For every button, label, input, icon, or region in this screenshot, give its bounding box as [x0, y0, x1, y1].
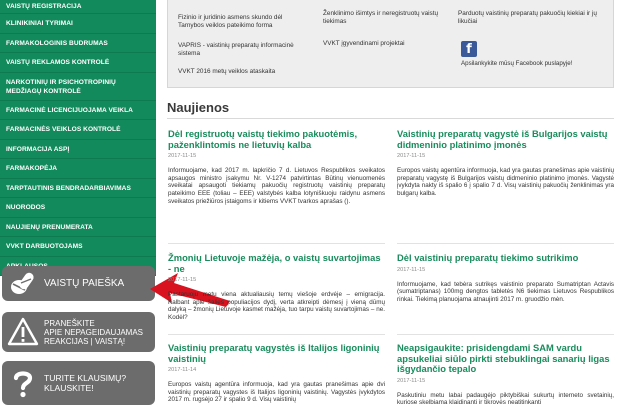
- news-item-text: Paskutiniu metu labai padaugėjo piktybiškai sukurtų interneto svetainių, kuriose skelbiama klaidinanti ir tikrovės neatitinkanti: [397, 391, 614, 407]
- sidebar-item-pharmacopoeia[interactable]: FARMAKOPĖJA: [0, 159, 156, 179]
- facebook-promo[interactable]: [461, 41, 611, 67]
- news-separator: [168, 334, 385, 335]
- news-item-date: 2017-11-14: [168, 367, 197, 374]
- sidebar-item-registration[interactable]: VAISTŲ REGISTRACIJA: [0, 0, 156, 14]
- sidebar-item-advertising-control[interactable]: VAISTŲ REKLAMOS KONTROLĖ: [0, 53, 156, 73]
- sold-packages-link[interactable]: Parduotų vaistinių preparatų pakuočių kiekiai ir jų likučiai: [458, 10, 597, 25]
- news-separator: [397, 334, 614, 335]
- news-divider: [167, 118, 614, 119]
- news-item-title[interactable]: Vaistinių preparatų vagystės iš Italijos ligoninių vaistinių: [168, 342, 380, 364]
- sidebar-item-narcotics-control[interactable]: NARKOTINIŲ IR PSICHOTROPINIŲ MEDŽIAGŲ KONTROLĖ: [0, 73, 156, 101]
- news-item: [168, 129, 385, 205]
- sidebar-item-links[interactable]: NUORODOS: [0, 198, 156, 218]
- news-separator: [168, 243, 385, 244]
- news-item: [168, 253, 385, 322]
- annual-report-link[interactable]: VVKT 2016 metų veiklos ataskaita: [178, 68, 276, 75]
- question-mark-icon: [7, 367, 39, 399]
- facebook-link-text: Apsilankykite mūsų Facebook puslapyje!: [461, 60, 573, 67]
- news-item-text: Pastaruoju metu viena aktualiausių temų viešoje erdvėje – emigracija. Kalbant apie šalies populiacijos dydį, verta atkreipti dėmesį į vieną dūmų dalyką – žmonių Lietuvoje kasmet mažėja, tuo tarpu vaistų suvartojimas – ne. Kodėl?: [168, 291, 385, 321]
- news-item: [397, 253, 614, 303]
- sidebar-item-staff[interactable]: VVKT DARBUOTOJAMS: [0, 237, 156, 257]
- ask-question-label: TURITE KLAUSIMŲ? KLAUSKITE!: [44, 373, 127, 393]
- news-item-title[interactable]: Dėl registruotų vaistų tiekimo pakuotėmis, paženklintomis ne lietuvių kalba: [168, 128, 358, 150]
- news-item-text: Informuojame, kad tebėra sutrikęs vaistinio preparato Sumatriptan Actavis (sumatriptanas) 100mg dengtos tabletės N6 tiekimas Lietuvos Respublikos rinkai. Tiekimą planuojama atnaujinti 2017 m. gruodžio mėn.: [397, 280, 614, 303]
- ask-question-button[interactable]: [2, 361, 155, 405]
- news-item: [397, 343, 614, 407]
- news-item: [168, 343, 385, 404]
- quick-links-panel: [167, 0, 614, 88]
- sidebar-item-subscription[interactable]: NAUJIENŲ PRENUMERATA: [0, 218, 156, 238]
- news-item-title[interactable]: Žmonių Lietuvoje mažėja, o vaistų suvartojimas - ne: [168, 252, 381, 274]
- news-item-date: 2017-11-15: [168, 277, 197, 284]
- news-item-date: 2017-11-15: [397, 377, 426, 384]
- warning-icon: [7, 316, 39, 348]
- complaint-form-link[interactable]: Fizinio ir juridinio asmens skundo dėl Tarnybos veiklos pateikimo forma: [178, 14, 283, 29]
- pills-icon: [7, 268, 39, 300]
- news-item-date: 2017-11-15: [397, 153, 426, 160]
- report-adverse-reaction-button[interactable]: [2, 312, 155, 352]
- news-item-title[interactable]: Vaistinių preparatų vagystė iš Bulgarijos vaistų didmeninio platinimo įmonės: [397, 128, 608, 150]
- news-item-text: Europos vaistų agentūra informuoja, kad yra gautas pranešimas apie dvi vaistinių preparatų vagystes iš Italijos ligoninių vaistinių. Vagystės įvykdytos 2017 m. rugsėjo 27 ir spalio 9 d. Visų vaistinių: [168, 381, 385, 404]
- news-item-text: Informuojame, kad 2017 m. lapkričio 7 d. Lietuvos Respublikos sveikatos apsaugos ministro įsakymu Nr. V-1274 patvirtintas Būtinų vienuomenės sveikatai apsaugoti tiekiamų pakuočių registruotų vaistinių preparatų pateikimo EEE (toliau – EEE) valstybės kalba lotyniškuoju raidynu asmens sveikatos priežiūros įstaigoms ir kitiems VVKT tvarkos aprašas ().: [168, 167, 385, 205]
- news-item-date: 2017-11-15: [168, 153, 197, 160]
- sidebar-item-activity-control[interactable]: FARMACINĖS VEIKLOS KONTROLĖ: [0, 120, 156, 140]
- vapris-link[interactable]: VAPRIS - vaistinių preparatų informacinė sistema: [178, 42, 294, 57]
- sidebar-item-international[interactable]: TARPTAUTINIS BENDRADARBIAVIMAS: [0, 179, 156, 199]
- news-item-date: 2017-11-15: [397, 266, 426, 273]
- report-adverse-reaction-label: PRANEŠKITE APIE NEPAGEIDAUJAMAS REAKCIJAS | VAISTĄ!: [44, 318, 143, 346]
- news-item: [397, 129, 614, 198]
- labelling-exemptions-link[interactable]: Ženklinimo išimtys ir neregistruotų vaistų tiekimas: [323, 10, 439, 25]
- sidebar-item-licensed-activity[interactable]: FARMACINĖ LICENCIJUOJAMA VEIKLA: [0, 101, 156, 121]
- news-item-title[interactable]: Neapsigaukite: prisidengdami SAM vardu apsukeliai siūlo pirkti stebuklingai sanarių ligas išgydančio tepalo: [397, 342, 610, 375]
- sidebar: [0, 0, 156, 413]
- news-item-title[interactable]: Dėl vaistinių preparatų tiekimo sutrikimo: [397, 252, 579, 263]
- news-separator: [397, 243, 614, 244]
- medicine-search-label: VAISTŲ PAIEŠKA: [44, 277, 125, 289]
- news-item-text: Europos vaistų agentūra informuoja, kad yra gautas pranešimas apie vaistinių preparatų vagystę iš Bulgarijos vaistų didmeninio platinimo įmonės. Vagystė įvykdyta nakty iš spalio 6 į spalio 7 d. Visų vaistinių pakuočių ženklinimas yra bulgarų kalba.: [397, 167, 614, 197]
- sidebar-menu: [0, 0, 156, 276]
- news-heading: Naujienos: [167, 100, 230, 115]
- sidebar-item-pharmacovigilance[interactable]: FARMAKOLOGINIS BUDRUMAS: [0, 34, 156, 54]
- medicine-search-button[interactable]: [2, 266, 155, 301]
- projects-link[interactable]: VVKT įgyvendinami projektai: [323, 40, 405, 47]
- facebook-icon: f: [461, 41, 477, 57]
- sidebar-item-clinical-trials[interactable]: KLINIKINIAI TYRIMAI: [0, 14, 156, 34]
- sidebar-item-aspi-info[interactable]: INFORMACIJA ASPĮ: [0, 140, 156, 160]
